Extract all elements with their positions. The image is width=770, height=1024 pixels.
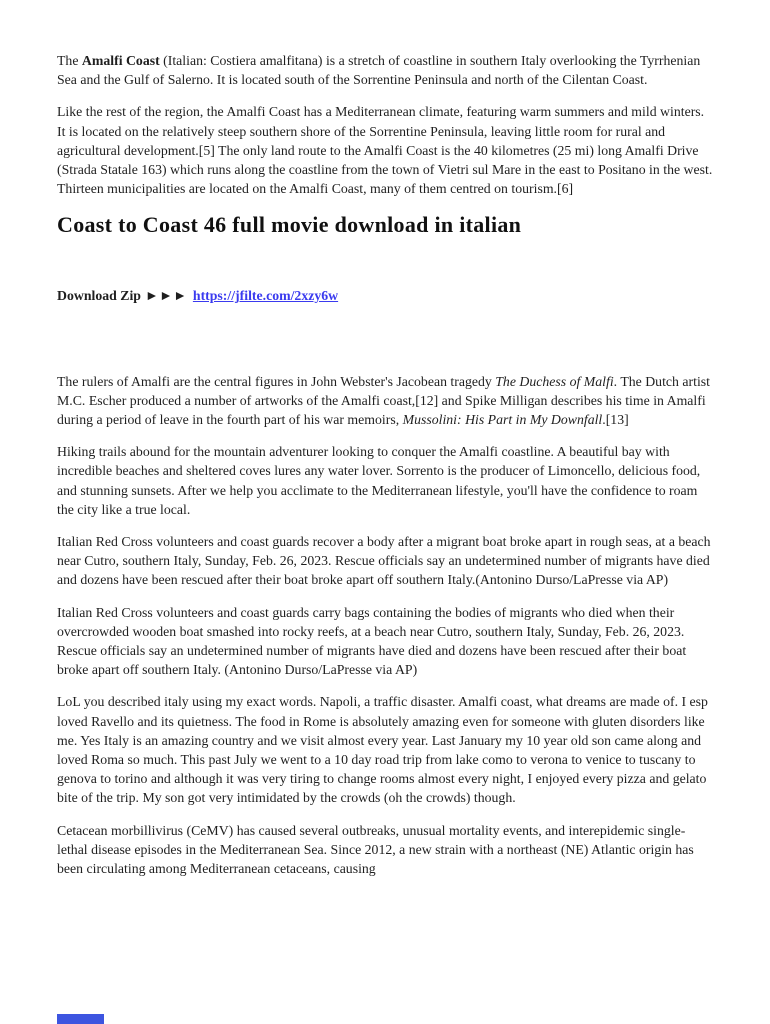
article-body [57, 51, 715, 891]
triple-arrow-icon: ►►► [144, 288, 188, 304]
download-link[interactable]: https://jfilte.com/2xzy6w [192, 288, 339, 304]
paragraph-cetacean-virus: Cetacean morbillivirus (CeMV) has caused several outbreaks, unusual mortality events, and interepidemic single-lethal disease episodes in the Mediterranean Sea. Since 2012, a new strain with a northeast (NE) Atlantic origin has been circulating among Mediterranean cetaceans, causing [57, 822, 694, 877]
truncated-blue-banner[interactable] [57, 1014, 104, 1024]
paragraph-culture-references: The rulers of Amalfi are the central figures in John Webster's Jacobean tragedy The Duchess of Malfi. The Dutch artist M.C. Escher produced a number of artworks of the Amalfi coast,[12] and Spike Milligan describes his time in Amalfi during a period of leave in the fourth part of his war memoirs, Mussolini: His Part in My Downfall.[13] [57, 373, 710, 428]
paragraph-hiking-tourism: Hiking trails abound for the mountain adventurer looking to conquer the Amalfi coastline. A beautiful bay with incredible beaches and sheltered coves lures any water lover. Sorrento is the producer of Limoncello, delicious food, and stunning sunsets. After we help you acclimate to the Mediterranean lifestyle, you'll have the confidence to roam the city like a true local. [57, 444, 701, 517]
paragraph-climate-route: Like the rest of the region, the Amalfi Coast has a Mediterranean climate, featuring warm summers and mild winters. It is located on the relatively steep southern shore of the Sorrentine Peninsula, leaving little room for rural and agricultural development.[5] The only land route to the Amalfi Coast is the 40 kilometres (25 mi) long Amalfi Drive (Strada Statale 163) which runs along the coastline from the town of Vietri sul Mare in the east to Positano in the west. Thirteen municipalities are located on the Amalfi Coast, many of them centred on tourism.[6] [57, 104, 713, 197]
paragraph-migrant-recovery: Italian Red Cross volunteers and coast guards recover a body after a migrant boat broke apart in rough seas, at a beach near Cutro, southern Italy, Sunday, Feb. 26, 2023. Rescue officials say an undetermined number of migrants have died and dozens have been rescued after their boat broke apart off southern Italy.(Antonino Durso/LaPresse via AP) [57, 534, 711, 588]
paragraph-migrant-bodies: Italian Red Cross volunteers and coast guards carry bags containing the bodies of migrants who died when their overcrowded wooden boat smashed into rocky reefs, at a beach near Cutro, southern Italy, Sunday, Feb. 26, 2023. Rescue officials say an undetermined number of migrants have died and dozens have been rescued after their boat broke apart off southern Italy. (Antonino Durso/LaPresse via AP) [57, 604, 687, 678]
download-label: Download Zip [57, 288, 141, 304]
paragraph-italy-trip-comment: LoL you described italy using my exact words. Napoli, a traffic disaster. Amalfi coast, what dreams are made of. I esp loved Ravello and its quietness. The food in Rome is absolutely amazing even for someone with gluten disorders like me. Yes Italy is an amazing country and we visit almost every year. Last January my 10 year old son came along and loved Roma so much. This past July we went to a 10 day road trip from lake como to verona to venice to tuscany to genova to torino and although it was very tiring to change rooms almost every night, I enjoyed every pizza and gelato bite of the trip. My son got very intimidated by the crowds (oh the crowds) though. [57, 694, 708, 806]
page-title: Coast to Coast 46 full movie download in italian [57, 212, 522, 238]
paragraph-amalfi-intro: The Amalfi Coast (Italian: Costiera amalfitana) is a stretch of coastline in southern Italy overlooking the Tyrrhenian Sea and the Gulf of Salerno. It is located south of the Sorrentine Peninsula and north of the Cilentan Coast. [57, 53, 701, 88]
download-line [57, 286, 715, 305]
